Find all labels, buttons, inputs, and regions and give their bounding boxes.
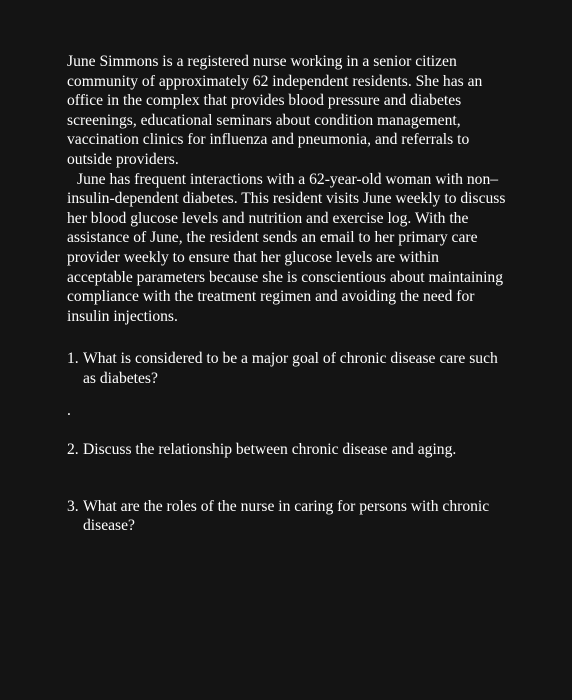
question-text: Discuss the relationship between chronic disease and aging. [83,441,457,459]
stray-mark: . [67,401,71,419]
case-paragraph-2: June has frequent interactions with a 62-year-old woman with non–insulin-dependent diabetes. This resident visits June weekly to discuss her blood glucose levels and nutrition and exercise log. With the assistance of June, the resident sends an email to her primary care provider weekly to ensure that her glucose levels are within acceptable parameters because she is conscientious about maintaining compliance with the treatment regimen and avoiding the need for insulin injections. [67,170,506,325]
question-2 [67,440,507,460]
question-number: 2. [67,441,79,459]
case-paragraph-1: June Simmons is a registered nurse working in a senior citizen community of approximately 62 independent residents. She has an office in the complex that provides blood pressure and diabetes screenings, educational seminars about condition management, vaccination clinics for influenza and pneumonia, and referrals to outside providers. [67,53,483,168]
question-text: What are the roles of the nurse in caring for persons with chronic disease? [83,497,490,535]
question-1 [67,349,507,388]
document-content [67,52,507,536]
question-number: 3. [67,497,79,515]
question-3 [67,497,507,536]
question-number: 1. [67,350,79,368]
question-text: What is considered to be a major goal of chronic disease care such as diabetes? [83,350,498,387]
